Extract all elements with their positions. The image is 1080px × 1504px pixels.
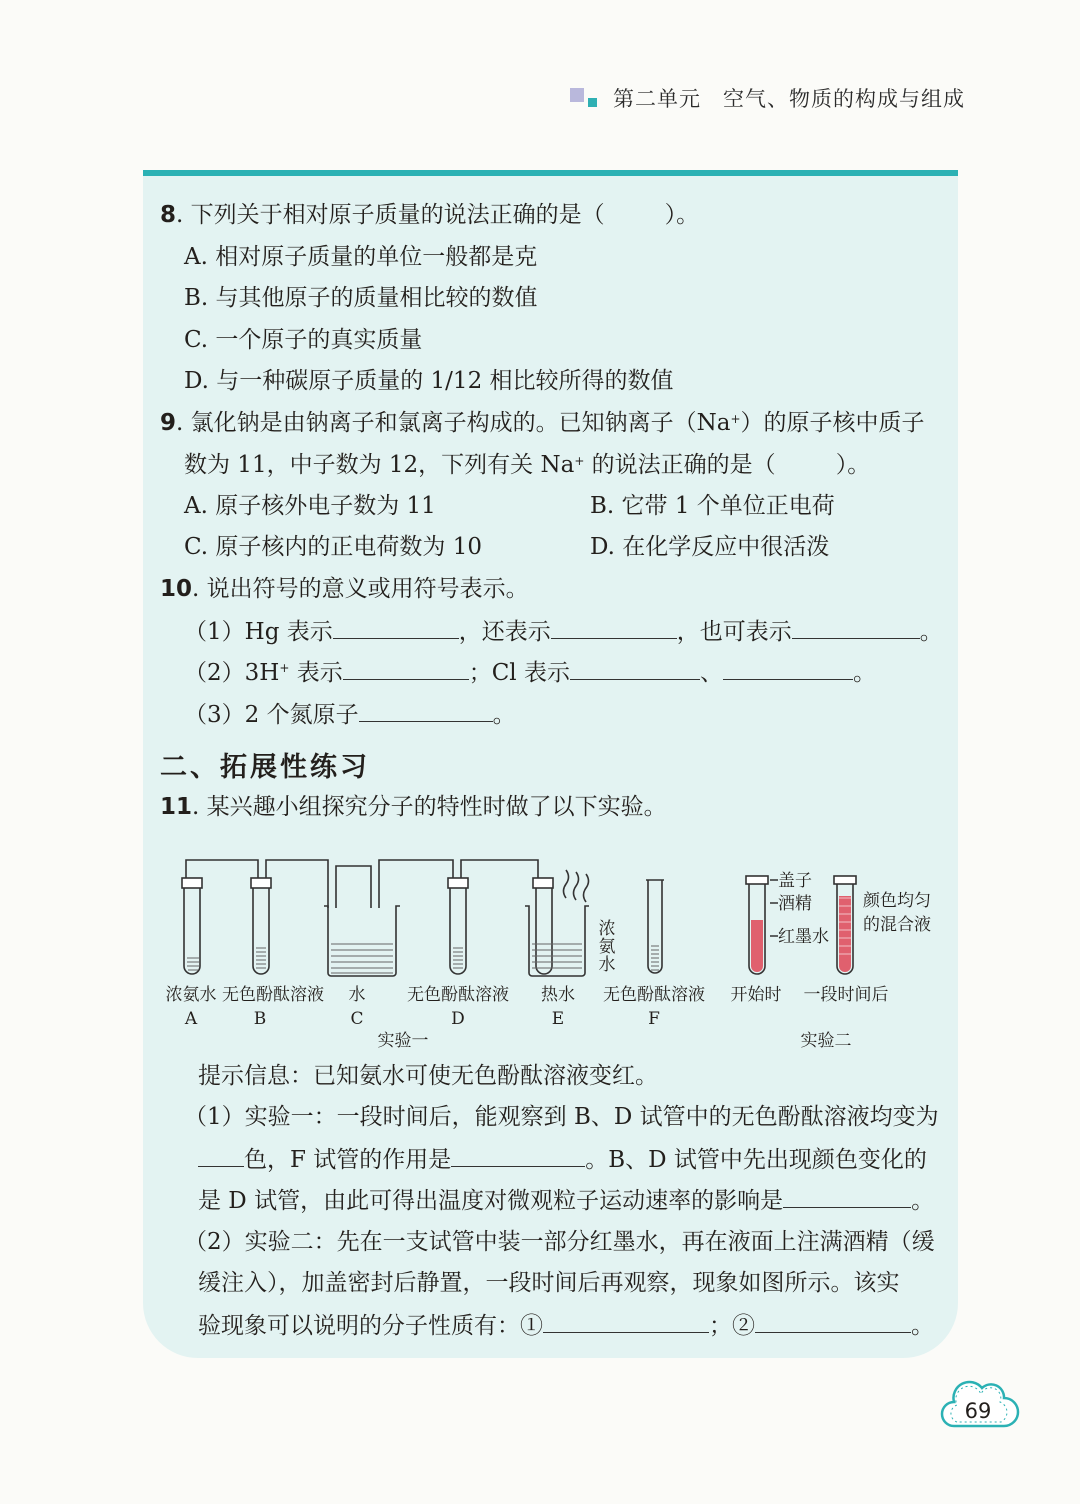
steam-icon (564, 870, 589, 902)
q9-option-a: A. 原子核外电子数为 11 (184, 493, 436, 519)
q10-blank[interactable] (333, 616, 459, 639)
cap (746, 876, 768, 884)
q8-option-d: D. 与一种碳原子质量的 1/12 相比较所得的数值 (184, 368, 674, 394)
q11-sub1-line1: （1）实验一：一段时间后，能观察到 B、D 试管中的无色酚酞溶液均变为 (184, 1104, 939, 1130)
q11-blank[interactable] (783, 1185, 911, 1208)
exp2-caption: 实验二 (800, 1031, 852, 1051)
q11-sub1-line2: 色，F 试管的作用是 。B、D 试管中先出现颜色变化的 (198, 1144, 927, 1175)
test-tube-b (253, 888, 269, 974)
q10-part3: （3）2 个氮原子 。 (184, 699, 516, 730)
label-d: 无色酚酞溶液 (407, 985, 509, 1005)
red-ink (751, 920, 763, 972)
glass-tube (336, 866, 371, 908)
q11-blank[interactable] (543, 1310, 709, 1333)
letter-b: B (253, 1009, 267, 1029)
q10-blank[interactable] (343, 657, 469, 680)
q10-blank[interactable] (551, 616, 677, 639)
page-number: 69 (964, 1399, 992, 1423)
q8-option-a: A. 相对原子质量的单位一般都是克 (184, 244, 538, 270)
q9-option-b: B. 它带 1 个单位正电荷 (590, 493, 835, 519)
test-tube-e (536, 888, 552, 974)
q11-sub2-line1: （2）实验二：先在一支试管中装一部分红墨水，再在液面上注满酒精（缓 (184, 1229, 935, 1255)
q10-part1: （1）Hg 表示 ，还表示 ，也可表示 。 (184, 616, 943, 647)
cap (834, 876, 856, 884)
test-tube-f (646, 880, 664, 973)
q10-part2: （2）3H+ 表示 ；Cl 表示 、 。 (184, 657, 876, 688)
stopper (533, 878, 553, 888)
label-start: 开始时 (730, 985, 782, 1005)
q8-stem: 8. 下列关于相对原子质量的说法正确的是（ ）。 (160, 202, 700, 228)
letter-e: E (551, 1009, 565, 1029)
glass-tube (266, 860, 328, 908)
header-title: 空气、物质的构成与组成 (723, 87, 965, 111)
label-v3: 水 (598, 955, 616, 975)
q9-stem-line1: 9. 氯化钠是由钠离子和氯离子构成的。已知钠离子（Na+）的原子核中质子 (160, 410, 925, 436)
running-header (570, 83, 965, 113)
letter-c: C (350, 1009, 364, 1029)
q11-sub1-line3: 是 D 试管，由此可得出温度对微观粒子运动速率的影响是 。 (198, 1185, 934, 1216)
label-mix2: 的混合液 (863, 915, 931, 935)
section-heading: 二、拓展性练习 (160, 752, 370, 783)
q10-blank[interactable] (570, 657, 700, 680)
test-tube-d (450, 888, 466, 974)
q11-sub2-line3: 验现象可以说明的分子性质有：① ；② 。 (198, 1310, 934, 1341)
stopper (448, 878, 468, 888)
q9-option-d: D. 在化学反应中很活泼 (590, 534, 830, 560)
letter-a: A (184, 1009, 198, 1029)
stopper (251, 878, 271, 888)
q10-stem: 10. 说出符号的意义或用符号表示。 (160, 576, 529, 602)
label-f: 无色酚酞溶液 (603, 985, 705, 1005)
label-e: 热水 (541, 985, 575, 1005)
mixed-liquid (839, 896, 851, 972)
q11-blank[interactable] (198, 1144, 244, 1167)
test-tube-a (184, 888, 200, 974)
label-b: 无色酚酞溶液 (222, 985, 324, 1005)
letter-f: F (648, 1009, 660, 1029)
page-number-cloud-icon (940, 1374, 1020, 1436)
label-mix1: 颜色均匀 (863, 891, 931, 911)
q8-option-b: B. 与其他原子的质量相比较的数值 (184, 285, 538, 311)
header-dot-icon (588, 98, 597, 107)
q11-sub2-line2: 缓注入），加盖密封后静置，一段时间后再观察，现象如图所示。该实 (198, 1270, 900, 1296)
beaker-e (525, 906, 589, 976)
label-v2: 氨 (598, 937, 616, 957)
beaker-c (324, 906, 400, 976)
letter-d: D (451, 1009, 465, 1029)
q11-stem: 11. 某兴趣小组探究分子的特性时做了以下实验。 (160, 794, 667, 820)
q11-blank[interactable] (755, 1310, 911, 1333)
label-cap: 盖子 (778, 871, 812, 891)
label-later: 一段时间后 (803, 985, 889, 1005)
experiment-diagram (158, 848, 948, 1058)
header-square-icon (570, 88, 584, 102)
label-alcohol: 酒精 (778, 894, 812, 914)
header-unit: 第二单元 (613, 87, 701, 111)
exp1-caption: 实验一 (377, 1031, 429, 1051)
q8-option-c: C. 一个原子的真实质量 (184, 327, 423, 353)
q11-hint: 提示信息：已知氨水可使无色酚酞溶液变红。 (198, 1063, 658, 1089)
label-ink: 红墨水 (778, 927, 829, 947)
glass-tube (461, 860, 538, 886)
q9-stem-line2: 数为 11，中子数为 12，下列有关 Na+ 的说法正确的是（ ）。 (184, 452, 871, 478)
label-a: 浓氨水 (165, 985, 217, 1005)
q10-blank[interactable] (723, 657, 853, 680)
glass-tube (379, 860, 453, 908)
label-c: 水 (348, 985, 366, 1005)
q10-blank[interactable] (792, 616, 920, 639)
q9-option-c: C. 原子核内的正电荷数为 10 (184, 534, 482, 560)
stopper (182, 878, 202, 888)
q11-blank[interactable] (451, 1144, 585, 1167)
label-v1: 浓 (598, 919, 616, 939)
leader-lines (770, 880, 778, 936)
q10-blank[interactable] (359, 699, 493, 722)
